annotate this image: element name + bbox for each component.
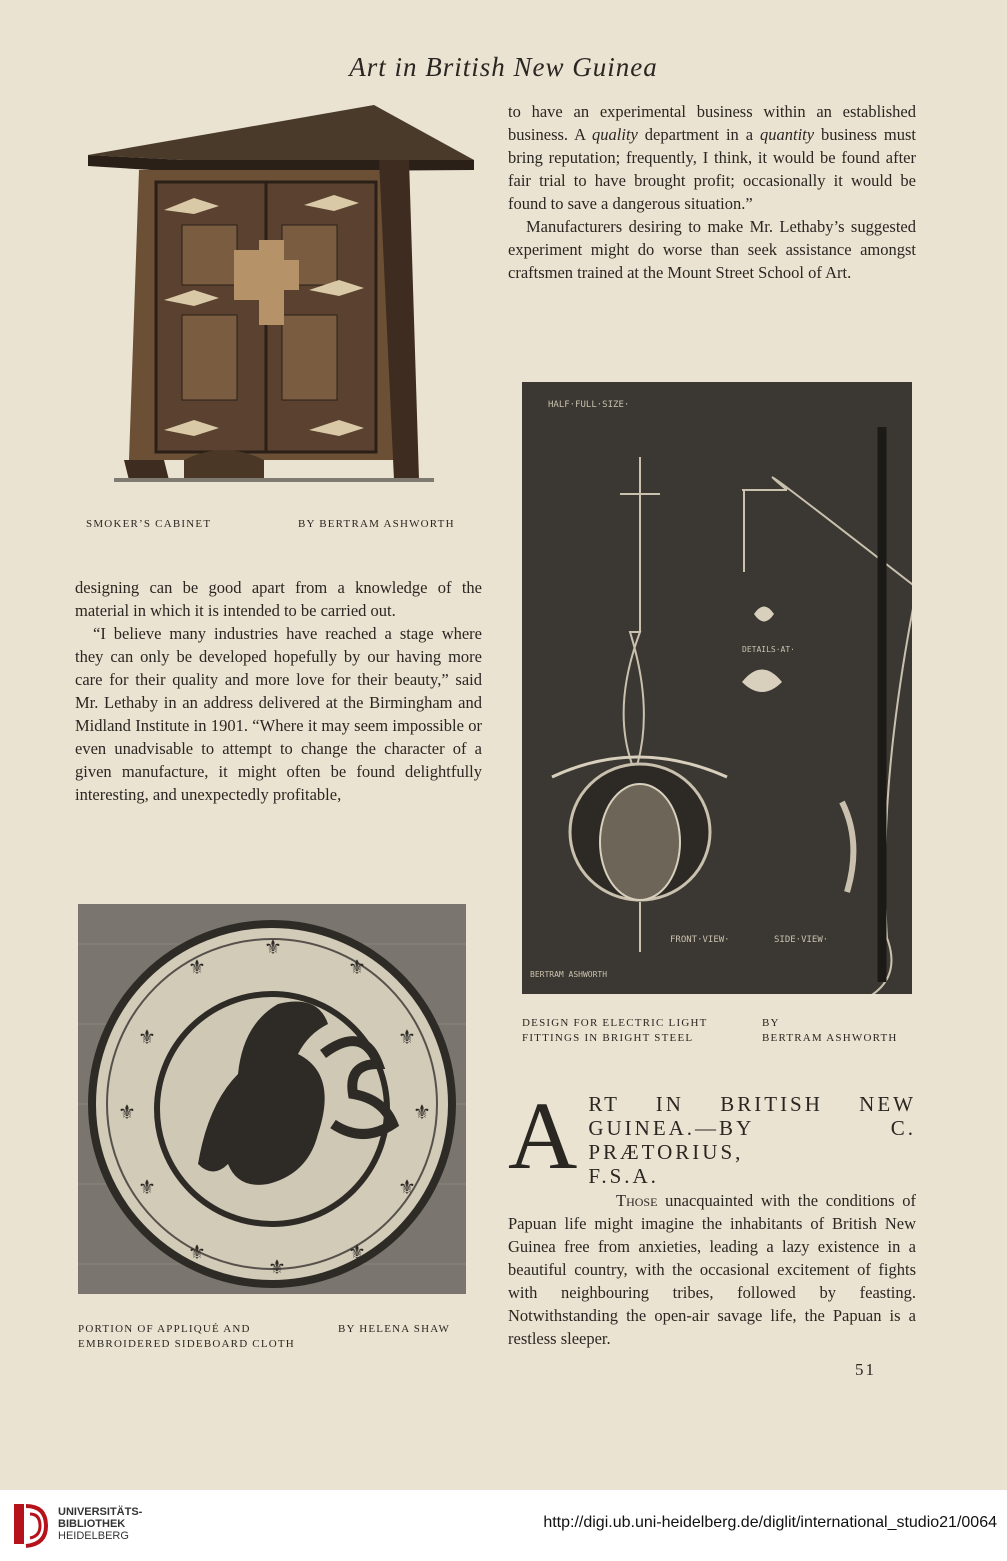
svg-text:⚜: ⚜ <box>413 1100 431 1124</box>
lead-word: Those <box>616 1191 658 1210</box>
caption-light-left-2: FITTINGS IN BRIGHT STEEL <box>522 1032 694 1044</box>
caption-light-right-1: BY <box>762 1017 780 1029</box>
svg-text:⚜: ⚜ <box>138 1175 156 1199</box>
figure-sideboard-cloth <box>78 904 466 1294</box>
svg-text:⚜: ⚜ <box>398 1175 416 1199</box>
source-url-link[interactable]: http://digi.ub.uni-heidelberg.de/diglit/international_studio21/0064 <box>543 1514 997 1531</box>
article-body-text: unacquainted with the conditions of Papuan life might imagine the inhabitants of British New Guinea free from anxieties, leading a lazy existence in a beautiful country, with the occasional excitement of fights with neighbouring tribes, followed by feasting. Notwithstanding the open-air savage life, the Papuan is a restless sleeper. <box>508 1191 917 1348</box>
light-fitting-drawing <box>522 382 912 994</box>
footer-bar <box>0 1490 1007 1561</box>
svg-text:⚜: ⚜ <box>118 1100 136 1124</box>
caption-light-right <box>762 1016 898 1046</box>
svg-text:⚜: ⚜ <box>348 1240 366 1264</box>
paragraph-continuation: to have an experimental business within an established business. A quality department in a quantity business must bring reputation; frequently, I think, it would be found after fair trial to have brought profit; occasionally it would be found to save a dangerous situation.” <box>508 102 916 213</box>
paragraph-article-opening <box>508 1189 916 1350</box>
page-number: 51 <box>855 1360 876 1379</box>
svg-text:⚜: ⚜ <box>188 1240 206 1264</box>
caption-cabinet-left: SMOKER’S CABINET <box>86 518 212 530</box>
running-header: Art in British New Guinea <box>349 52 658 82</box>
drop-cap: A <box>508 1082 581 1189</box>
svg-text:⚜: ⚜ <box>398 1025 416 1049</box>
caption-cloth-left <box>78 1322 295 1352</box>
svg-text:⚜: ⚜ <box>348 955 366 979</box>
article-title <box>508 1082 916 1189</box>
plate-label-front: FRONT·VIEW· <box>670 935 730 945</box>
svg-text:⚜: ⚜ <box>188 955 206 979</box>
cabinet-illustration <box>84 100 479 495</box>
title-line-2: GUINEA.—BY C. PRÆTORIUS, <box>588 1116 916 1164</box>
caption-light-left <box>522 1016 708 1046</box>
paragraph-lethaby-quote: “I believe many industries have reached a stage where they can only be developed hopefully by our having more care for their quality and more love for their beauty,” said Mr. Lethaby in an address delivered at the Birmingham and Midland Institute in 1901. “Where it may seem impossible or even unadvisable to attempt to change the character of a given manufacture, it might often be found delightfully interesting, and unexpectedly profitable, <box>75 624 482 804</box>
cloth-illustration <box>78 904 466 1294</box>
caption-cloth-right: BY HELENA SHAW <box>338 1323 451 1335</box>
caption-light-left-1: DESIGN FOR ELECTRIC LIGHT <box>522 1017 708 1029</box>
caption-cabinet-right: BY BERTRAM ASHWORTH <box>298 518 455 530</box>
library-line-1: UNIVERSITÄTS- <box>58 1506 143 1518</box>
paragraph-designing: designing can be good apart from a knowledge of the material in which it is intended to be carried out. <box>75 578 482 620</box>
library-line-3: HEIDELBERG <box>58 1530 129 1542</box>
library-logo-icon[interactable] <box>12 1500 52 1550</box>
plate-label-side: SIDE·VIEW· <box>774 935 829 945</box>
plate-label-scale: HALF·FULL·SIZE· <box>548 400 630 410</box>
caption-light-right-2: BERTRAM ASHWORTH <box>762 1032 898 1044</box>
svg-text:⚜: ⚜ <box>268 1255 286 1279</box>
title-line-3: F.S.A. <box>588 1164 659 1188</box>
title-line-1: RT IN BRITISH NEW <box>588 1092 916 1116</box>
library-name[interactable] <box>58 1506 142 1542</box>
svg-text:⚜: ⚜ <box>138 1025 156 1049</box>
caption-cloth-left-1: PORTION OF APPLIQUÉ AND <box>78 1323 251 1335</box>
plate-label-signature: BERTRAM ASHWORTH <box>530 970 608 979</box>
svg-text:⚜: ⚜ <box>264 935 282 959</box>
caption-cloth-left-2: EMBROIDERED SIDEBOARD CLOTH <box>78 1338 295 1350</box>
figure-electric-light <box>522 382 912 994</box>
figure-smokers-cabinet <box>84 100 479 495</box>
plate-label-details: DETAILS·AT· <box>742 645 795 654</box>
left-column-text <box>75 576 482 806</box>
library-line-2: BIBLIOTHEK <box>58 1518 126 1530</box>
right-column-top-text <box>508 100 916 284</box>
article-body <box>508 1189 916 1350</box>
paragraph-manufacturers: Manufacturers desiring to make Mr. Lethaby’s suggested experiment might do worse than seek assistance amongst craftsmen trained at the Mount Street School of Art. <box>508 217 916 282</box>
